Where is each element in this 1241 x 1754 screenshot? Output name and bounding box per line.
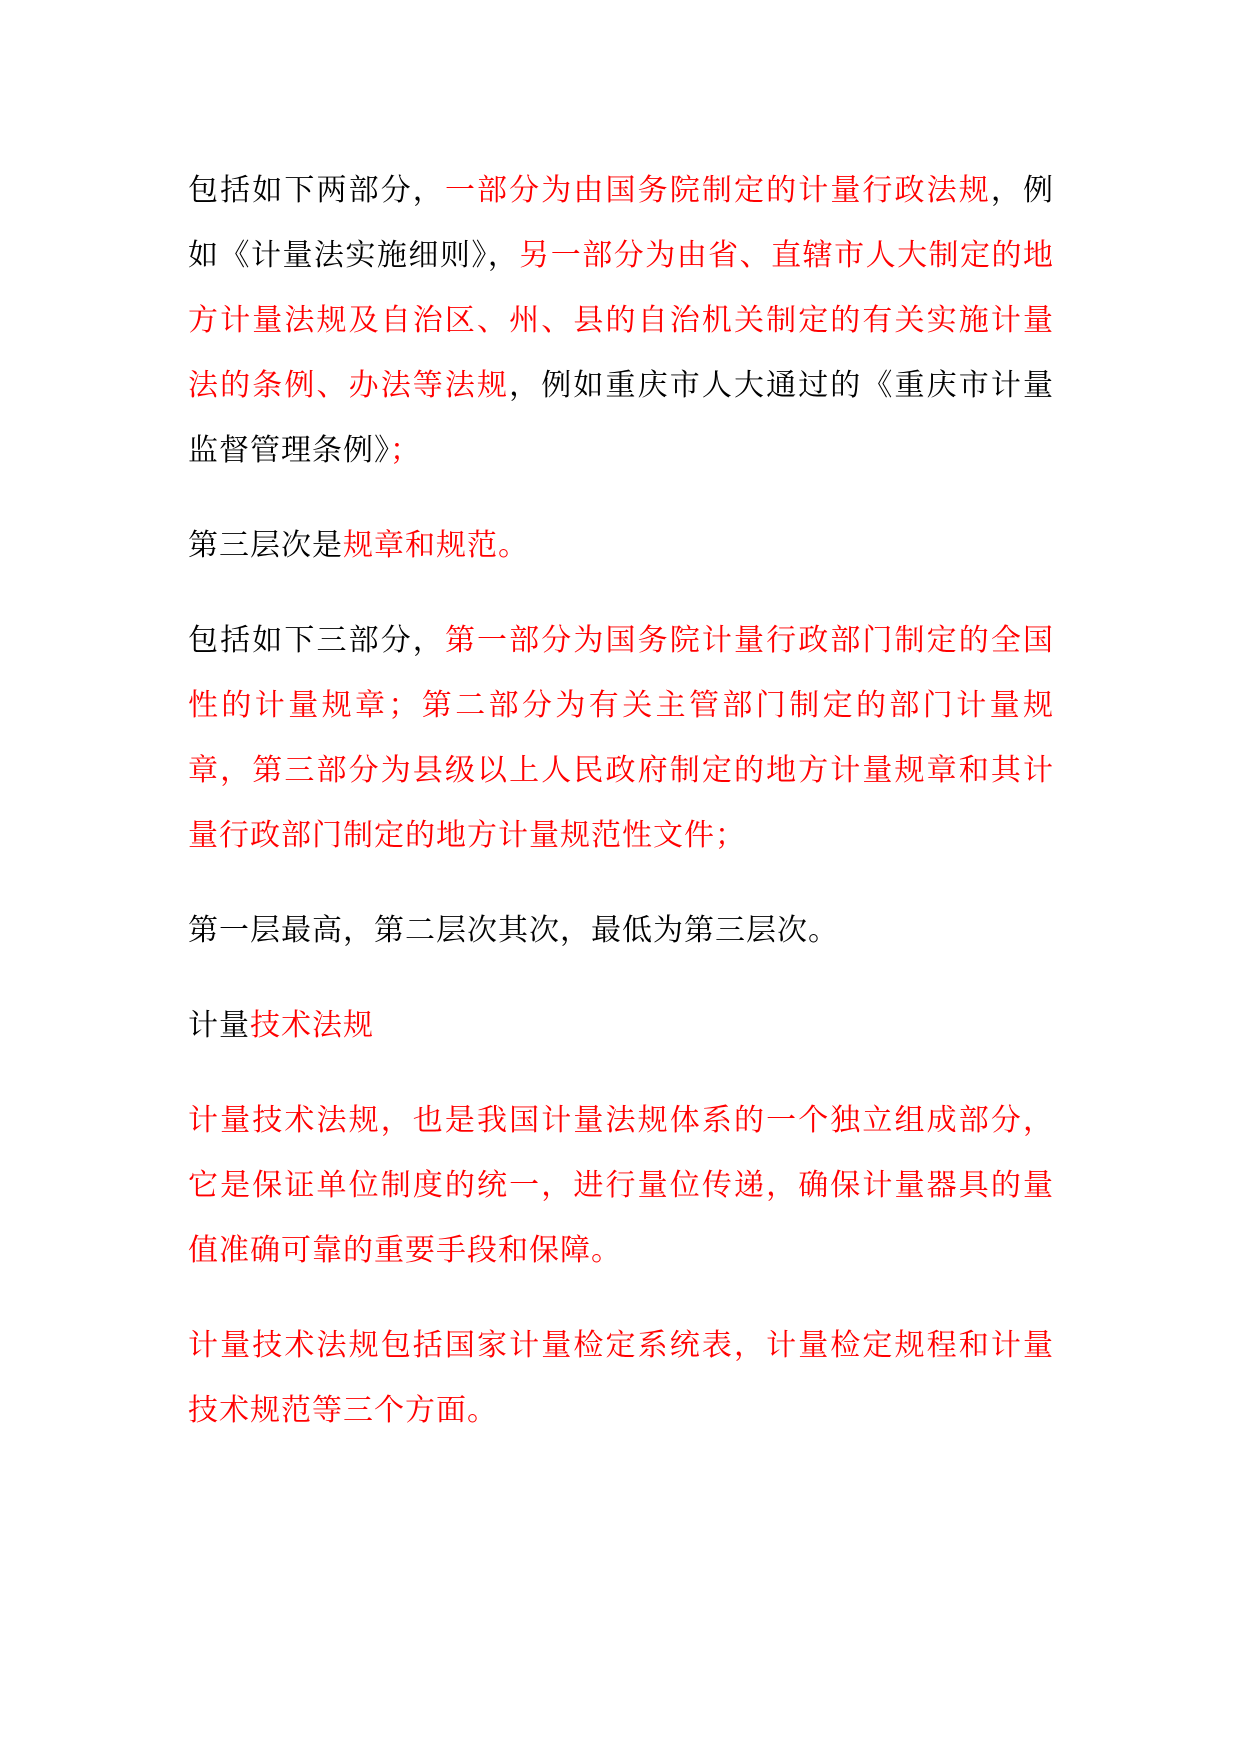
- paragraph-two-parts: [188, 158, 1054, 483]
- text-run-highlight: 规章和规范。: [343, 528, 529, 563]
- paragraph-three-parts: [188, 608, 1054, 868]
- text-run: 计量: [188, 1008, 250, 1043]
- paragraph-technical-regulations-scope: [188, 1313, 1054, 1443]
- text-run-highlight: 第一部分为国务院计量行政部门制定的全国性的计量规章；第二部分为有关主管部门制定的部门计量规章，第三部分为县级以上人民政府制定的地方计量规章和其计量行政部门制定的地方计量规范性文件；: [188, 623, 1055, 853]
- text-run-highlight: ；: [390, 433, 421, 468]
- text-run-highlight: 计量技术法规包括国家计量检定系统表，计量检定规程和计量技术规范等三个方面。: [188, 1328, 1054, 1428]
- text-run-highlight: 计量技术法规，也是我国计量法规体系的一个独立组成部分，它是保证单位制度的统一，进行量位传递，确保计量器具的量值准确可靠的重要手段和保障。: [188, 1103, 1054, 1268]
- text-run: 第一层最高，第二层次其次，最低为第三层次。: [188, 913, 839, 948]
- document-page: [188, 158, 1054, 1443]
- text-run: ，例如《计量法实施细则》，: [188, 173, 1055, 273]
- text-run-highlight: 另一部分为由省、直辖市人大制定的地方计量法规及自治区、州、县的自治机关制定的有关实施计量法的条例、办法等法规: [188, 238, 1055, 403]
- paragraph-level-order: [188, 898, 1054, 963]
- text-run-highlight: 技术法规: [250, 1008, 374, 1043]
- text-run: 第三层次是: [188, 528, 343, 563]
- section-heading-technical-regulations: [188, 993, 1054, 1058]
- text-run: 包括如下三部分，: [188, 623, 445, 658]
- paragraph-third-level: [188, 513, 1054, 578]
- text-run: ，例如重庆市人大通过的《重庆市计量监督管理条例》: [188, 368, 1055, 468]
- paragraph-technical-regulations-definition: [188, 1088, 1054, 1283]
- text-run: 包括如下两部分，: [188, 173, 445, 208]
- text-run-highlight: 一部分为由国务院制定的计量行政法规: [444, 173, 991, 208]
